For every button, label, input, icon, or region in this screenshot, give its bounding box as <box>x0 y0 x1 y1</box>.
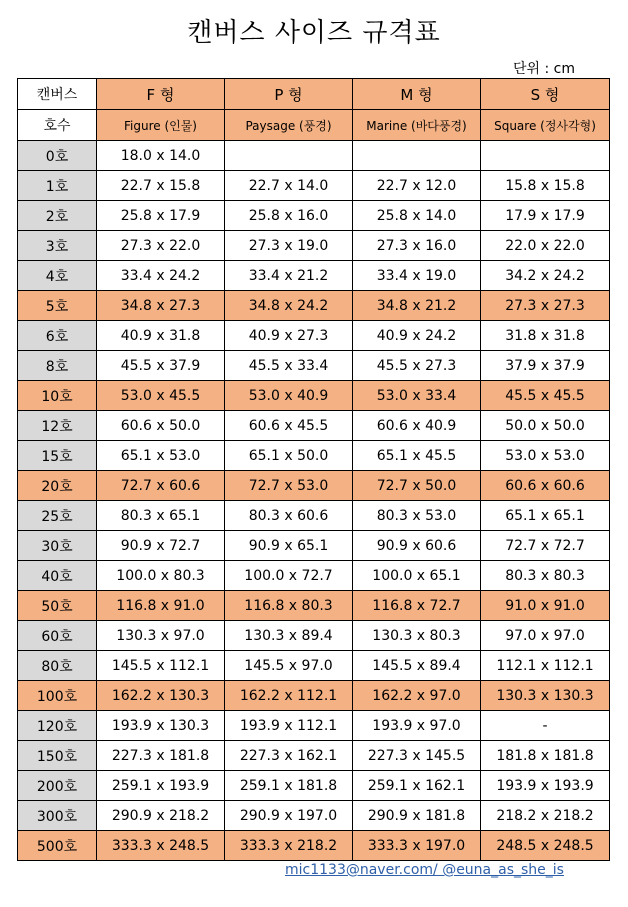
table-row <box>18 231 610 261</box>
s-size-cell: 17.9 x 17.9 <box>481 201 610 231</box>
m-size-cell: 27.3 x 16.0 <box>353 231 481 261</box>
m-size-cell: 100.0 x 65.1 <box>353 561 481 591</box>
p-size-cell: 259.1 x 181.8 <box>225 771 353 801</box>
contact-link[interactable]: mic1133@naver.com/ @euna_as_she_is <box>285 862 564 878</box>
m-size-cell: 80.3 x 53.0 <box>353 501 481 531</box>
p-size-cell: 60.6 x 45.5 <box>225 411 353 441</box>
table-row <box>18 771 610 801</box>
p-size-cell: 227.3 x 162.1 <box>225 741 353 771</box>
m-size-cell <box>353 141 481 171</box>
s-size-cell: 130.3 x 130.3 <box>481 681 610 711</box>
s-size-cell: 218.2 x 218.2 <box>481 801 610 831</box>
s-size-cell: 97.0 x 97.0 <box>481 621 610 651</box>
size-number-cell: 80호 <box>18 651 97 681</box>
p-size-cell: 53.0 x 40.9 <box>225 381 353 411</box>
size-number-cell: 10호 <box>18 381 97 411</box>
p-size-cell: 100.0 x 72.7 <box>225 561 353 591</box>
table-row <box>18 441 610 471</box>
table-row <box>18 171 610 201</box>
size-number-cell: 15호 <box>18 441 97 471</box>
m-size-cell: 193.9 x 97.0 <box>353 711 481 741</box>
size-number-cell: 60호 <box>18 621 97 651</box>
m-size-cell: 90.9 x 60.6 <box>353 531 481 561</box>
s-size-cell: 80.3 x 80.3 <box>481 561 610 591</box>
f-size-cell: 27.3 x 22.0 <box>97 231 225 261</box>
size-number-cell: 0호 <box>18 141 97 171</box>
p-size-cell: 65.1 x 50.0 <box>225 441 353 471</box>
s-size-cell <box>481 141 610 171</box>
m-size-cell: 162.2 x 97.0 <box>353 681 481 711</box>
size-number-cell: 200호 <box>18 771 97 801</box>
size-number-cell: 25호 <box>18 501 97 531</box>
size-number-cell: 40호 <box>18 561 97 591</box>
m-size-cell: 290.9 x 181.8 <box>353 801 481 831</box>
f-size-cell: 18.0 x 14.0 <box>97 141 225 171</box>
s-size-cell: 181.8 x 181.8 <box>481 741 610 771</box>
header-f-type-name: F 형 <box>146 85 175 104</box>
table-row <box>18 591 610 621</box>
p-size-cell: 162.2 x 112.1 <box>225 681 353 711</box>
page-title: 캔버스 사이즈 규격표 <box>187 18 441 48</box>
table-row <box>18 561 610 591</box>
table-row <box>18 321 610 351</box>
p-size-cell: 27.3 x 19.0 <box>225 231 353 261</box>
p-size-cell: 40.9 x 27.3 <box>225 321 353 351</box>
table-row <box>18 141 610 171</box>
m-size-cell: 116.8 x 72.7 <box>353 591 481 621</box>
unit-label: 단위 : cm <box>513 61 576 77</box>
table-row <box>18 651 610 681</box>
p-size-cell: 333.3 x 218.2 <box>225 831 353 861</box>
m-size-cell: 25.8 x 14.0 <box>353 201 481 231</box>
m-size-cell: 72.7 x 50.0 <box>353 471 481 501</box>
table-row <box>18 711 610 741</box>
s-size-cell: 50.0 x 50.0 <box>481 411 610 441</box>
f-size-cell: 116.8 x 91.0 <box>97 591 225 621</box>
p-size-cell: 33.4 x 21.2 <box>225 261 353 291</box>
p-size-cell: 130.3 x 89.4 <box>225 621 353 651</box>
m-size-cell: 40.9 x 24.2 <box>353 321 481 351</box>
s-size-cell: 37.9 x 37.9 <box>481 351 610 381</box>
table-row <box>18 681 610 711</box>
header-s-desc-text: Square (정사각형) <box>494 118 596 133</box>
f-size-cell: 290.9 x 218.2 <box>97 801 225 831</box>
size-number-cell: 6호 <box>18 321 97 351</box>
size-number-cell: 500호 <box>18 831 97 861</box>
table-row <box>18 201 610 231</box>
s-size-cell: 34.2 x 24.2 <box>481 261 610 291</box>
size-number-cell: 12호 <box>18 411 97 441</box>
p-size-cell: 116.8 x 80.3 <box>225 591 353 621</box>
p-size-cell: 25.8 x 16.0 <box>225 201 353 231</box>
header-s-desc <box>481 110 610 141</box>
f-size-cell: 34.8 x 27.3 <box>97 291 225 321</box>
m-size-cell: 65.1 x 45.5 <box>353 441 481 471</box>
s-size-cell: 22.0 x 22.0 <box>481 231 610 261</box>
f-size-cell: 60.6 x 50.0 <box>97 411 225 441</box>
header-m-desc <box>353 110 481 141</box>
f-size-cell: 227.3 x 181.8 <box>97 741 225 771</box>
size-number-cell: 30호 <box>18 531 97 561</box>
p-size-cell: 34.8 x 24.2 <box>225 291 353 321</box>
table-row <box>18 621 610 651</box>
header-m-desc-text: Marine (바다풍경) <box>366 118 467 133</box>
s-size-cell: 45.5 x 45.5 <box>481 381 610 411</box>
f-size-cell: 130.3 x 97.0 <box>97 621 225 651</box>
f-size-cell: 80.3 x 65.1 <box>97 501 225 531</box>
header-f-desc <box>97 110 225 141</box>
p-size-cell: 90.9 x 65.1 <box>225 531 353 561</box>
table-row <box>18 531 610 561</box>
header-f-desc-text: Figure (인물) <box>123 118 197 133</box>
m-size-cell: 34.8 x 21.2 <box>353 291 481 321</box>
header-p-desc <box>225 110 353 141</box>
f-size-cell: 40.9 x 31.8 <box>97 321 225 351</box>
p-size-cell: 145.5 x 97.0 <box>225 651 353 681</box>
table-row <box>18 831 610 861</box>
p-size-cell: 45.5 x 33.4 <box>225 351 353 381</box>
table-row <box>18 501 610 531</box>
f-size-cell: 65.1 x 53.0 <box>97 441 225 471</box>
s-size-cell: 15.8 x 15.8 <box>481 171 610 201</box>
table-row <box>18 351 610 381</box>
m-size-cell: 333.3 x 197.0 <box>353 831 481 861</box>
s-size-cell: 193.9 x 193.9 <box>481 771 610 801</box>
m-size-cell: 45.5 x 27.3 <box>353 351 481 381</box>
canvas-size-table <box>17 78 610 861</box>
m-size-cell: 259.1 x 162.1 <box>353 771 481 801</box>
size-number-cell: 1호 <box>18 171 97 201</box>
header-row-names <box>18 79 610 110</box>
size-number-cell: 100호 <box>18 681 97 711</box>
m-size-cell: 145.5 x 89.4 <box>353 651 481 681</box>
s-size-cell: 27.3 x 27.3 <box>481 291 610 321</box>
header-s-type-name: S 형 <box>530 85 560 104</box>
s-size-cell: 65.1 x 65.1 <box>481 501 610 531</box>
p-size-cell <box>225 141 353 171</box>
header-canvas-label: 캔버스 <box>18 79 97 110</box>
header-number-label: 호수 <box>18 110 97 141</box>
m-size-cell: 22.7 x 12.0 <box>353 171 481 201</box>
p-size-cell: 22.7 x 14.0 <box>225 171 353 201</box>
f-size-cell: 72.7 x 60.6 <box>97 471 225 501</box>
s-size-cell: 60.6 x 60.6 <box>481 471 610 501</box>
f-size-cell: 145.5 x 112.1 <box>97 651 225 681</box>
m-size-cell: 130.3 x 80.3 <box>353 621 481 651</box>
s-size-cell: 248.5 x 248.5 <box>481 831 610 861</box>
f-size-cell: 193.9 x 130.3 <box>97 711 225 741</box>
size-number-cell: 50호 <box>18 591 97 621</box>
table-row <box>18 261 610 291</box>
p-size-cell: 193.9 x 112.1 <box>225 711 353 741</box>
s-size-cell: 31.8 x 31.8 <box>481 321 610 351</box>
table-row <box>18 411 610 441</box>
header-p-type-name: P 형 <box>274 85 303 104</box>
f-size-cell: 22.7 x 15.8 <box>97 171 225 201</box>
header-m-type <box>353 79 481 110</box>
f-size-cell: 53.0 x 45.5 <box>97 381 225 411</box>
size-number-cell: 150호 <box>18 741 97 771</box>
f-size-cell: 333.3 x 248.5 <box>97 831 225 861</box>
p-size-cell: 80.3 x 60.6 <box>225 501 353 531</box>
s-size-cell: - <box>481 711 610 741</box>
p-size-cell: 290.9 x 197.0 <box>225 801 353 831</box>
p-size-cell: 72.7 x 53.0 <box>225 471 353 501</box>
table-row <box>18 291 610 321</box>
s-size-cell: 72.7 x 72.7 <box>481 531 610 561</box>
m-size-cell: 33.4 x 19.0 <box>353 261 481 291</box>
m-size-cell: 60.6 x 40.9 <box>353 411 481 441</box>
header-s-type <box>481 79 610 110</box>
f-size-cell: 25.8 x 17.9 <box>97 201 225 231</box>
f-size-cell: 90.9 x 72.7 <box>97 531 225 561</box>
size-number-cell: 2호 <box>18 201 97 231</box>
s-size-cell: 53.0 x 53.0 <box>481 441 610 471</box>
size-number-cell: 4호 <box>18 261 97 291</box>
header-p-desc-text: Paysage (풍경) <box>245 118 332 133</box>
s-size-cell: 112.1 x 112.1 <box>481 651 610 681</box>
size-number-cell: 3호 <box>18 231 97 261</box>
f-size-cell: 100.0 x 80.3 <box>97 561 225 591</box>
m-size-cell: 53.0 x 33.4 <box>353 381 481 411</box>
size-number-cell: 20호 <box>18 471 97 501</box>
header-row-descriptions <box>18 110 610 141</box>
f-size-cell: 33.4 x 24.2 <box>97 261 225 291</box>
header-f-type <box>97 79 225 110</box>
s-size-cell: 91.0 x 91.0 <box>481 591 610 621</box>
size-number-cell: 120호 <box>18 711 97 741</box>
header-p-type <box>225 79 353 110</box>
size-number-cell: 300호 <box>18 801 97 831</box>
f-size-cell: 45.5 x 37.9 <box>97 351 225 381</box>
table-row <box>18 741 610 771</box>
header-m-type-name: M 형 <box>400 85 433 104</box>
size-number-cell: 8호 <box>18 351 97 381</box>
f-size-cell: 259.1 x 193.9 <box>97 771 225 801</box>
table-row <box>18 801 610 831</box>
m-size-cell: 227.3 x 145.5 <box>353 741 481 771</box>
f-size-cell: 162.2 x 130.3 <box>97 681 225 711</box>
size-number-cell: 5호 <box>18 291 97 321</box>
table-row <box>18 381 610 411</box>
table-row <box>18 471 610 501</box>
